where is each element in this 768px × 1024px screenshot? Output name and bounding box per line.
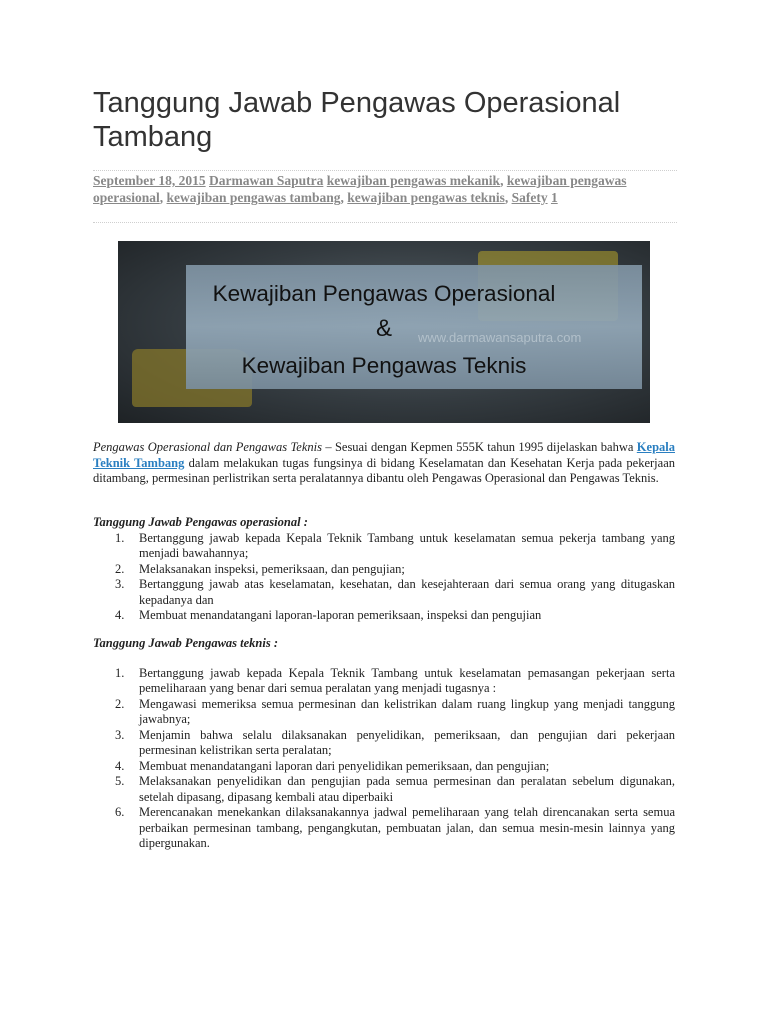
- tag-link-tambang[interactable]: kewajiban pengawas tambang: [166, 190, 341, 205]
- banner-ampersand: &: [375, 315, 392, 342]
- list-item: [93, 805, 675, 852]
- list-number: 1.: [115, 665, 125, 680]
- banner-title-line1: Kewajiban Pengawas Operasional: [212, 281, 556, 306]
- section-heading-operasional: Tanggung Jawab Pengawas operasional :: [93, 515, 308, 529]
- meta-top-divider: [93, 170, 677, 171]
- list-number: 2.: [115, 696, 125, 711]
- tag-link-operasional[interactable]: kewajiban pengawas operasional: [93, 173, 627, 205]
- list-item: [93, 774, 675, 805]
- list-item-text: Mengawasi memeriksa semua permesinan dan kelistrikan dalam ruang lingkup yang menjadi tanggung jawabnya;: [139, 696, 675, 726]
- banner-watermark: www.darmawansaputra.com: [418, 330, 582, 345]
- list-item-text: Membuat menandatangani laporan dari penyelidikan pemeriksaan, dan pengujian;: [139, 758, 550, 773]
- section-pengawas-operasional: [93, 515, 675, 624]
- list-item: [93, 608, 675, 624]
- list-number: 6.: [115, 805, 125, 819]
- intro-lead: Pengawas Operasional dan Pengawas Teknis: [93, 440, 322, 454]
- list-number: 5.: [115, 774, 125, 788]
- post-date-link[interactable]: September 18, 2015: [93, 173, 206, 188]
- list-number: 3.: [115, 577, 125, 591]
- list-item: [93, 577, 675, 608]
- list-number: 4.: [115, 758, 125, 773]
- meta-bottom-divider: [93, 222, 677, 223]
- banner-title-line2: Kewajiban Pengawas Teknis: [241, 353, 527, 378]
- list-item-text: Bertanggung jawab kepada Kepala Teknik Tambang untuk keselamatan pemasangan pekerjaan serta pemeliharaan yang benar dari semua peralatan yang menjadi tugasnya :: [139, 665, 675, 695]
- tag-separator: ,: [500, 173, 504, 188]
- kepala-teknik-tambang-link[interactable]: Kepala Teknik Tambang: [93, 440, 675, 470]
- section-heading-teknis: Tanggung Jawab Pengawas teknis :: [93, 636, 278, 650]
- list-number: 3.: [115, 727, 125, 742]
- intro-text-after-link: dalam melakukan tugas fungsinya di bidang Keselamatan dan Kesehatan Kerja pada pekerjaan ditambang, permesinan perlistrikan serta peralatannya dibantu oleh Pengawas Operasional dan Pengawas Teknis.: [93, 455, 675, 485]
- list-number: 4.: [115, 608, 125, 622]
- tag-link-teknis[interactable]: kewajiban pengawas teknis: [347, 190, 505, 205]
- section-pengawas-teknis: [93, 636, 675, 852]
- list-item-text: Bertanggung jawab atas keselamatan, kesehatan, dan kesejahteraan dari semua orang yang ditugaskan kepadanya dan: [139, 577, 675, 607]
- list-item: [93, 697, 675, 728]
- tag-separator: ,: [504, 190, 509, 205]
- list-operasional: [93, 531, 675, 624]
- intro-text-before-link: – Sesuai dengan Kepmen 555K tahun 1995 dijelaskan bahwa: [321, 440, 637, 454]
- tag-separator: ,: [340, 190, 344, 205]
- list-item-text: Membuat menandatangani laporan-laporan pemeriksaan, inspeksi dan pengujian: [139, 608, 542, 622]
- list-item: [93, 666, 675, 697]
- list-item-text: Merencanakan menekankan dilaksanakannya jadwal pemeliharaan yang telah direncanakan serta semua perbaikan permesinan tambang, pengangkutan, pembuatan jalan, dan semua mesin-mesin lainnya yang dipergunakan.: [139, 805, 675, 850]
- list-item: [93, 531, 675, 562]
- list-item: [93, 728, 675, 759]
- list-item-text: Bertanggung jawab kepada Kepala Teknik Tambang untuk keselamatan semua pekerja tambang yang menjadi bawahannya;: [139, 530, 675, 560]
- author-link[interactable]: Darmawan Saputra: [209, 173, 324, 188]
- post-meta: [93, 172, 677, 206]
- comment-count-link[interactable]: 1: [550, 190, 558, 205]
- tag-link-mekanik[interactable]: kewajiban pengawas mekanik: [326, 173, 501, 188]
- list-item-text: Melaksanakan inspeksi, pemeriksaan, dan pengujian;: [139, 561, 405, 576]
- page-title: Tanggung Jawab Pengawas Operasional Tambang: [93, 87, 621, 153]
- tag-link-safety[interactable]: Safety: [511, 190, 548, 205]
- intro-paragraph: [93, 440, 675, 487]
- list-item-text: Menjamin bahwa selalu dilaksanakan penyelidikan, pemeriksaan, dan pengujian dari pekerjaan permesinan kelistrikan serta peralatan;: [139, 727, 675, 757]
- list-item: [93, 759, 675, 775]
- tag-separator: ,: [159, 190, 164, 205]
- list-item-text: Melaksanakan penyelidikan dan pengujian pada semua permesinan dan peralatan sebelum digunakan, setelah dipasang, dipasang kembali atau diperbaiki: [139, 774, 675, 804]
- list-number: 2.: [115, 561, 125, 576]
- list-item: [93, 562, 675, 578]
- list-number: 1.: [115, 530, 125, 545]
- list-teknis: [93, 666, 675, 852]
- article-banner-image: [118, 241, 650, 423]
